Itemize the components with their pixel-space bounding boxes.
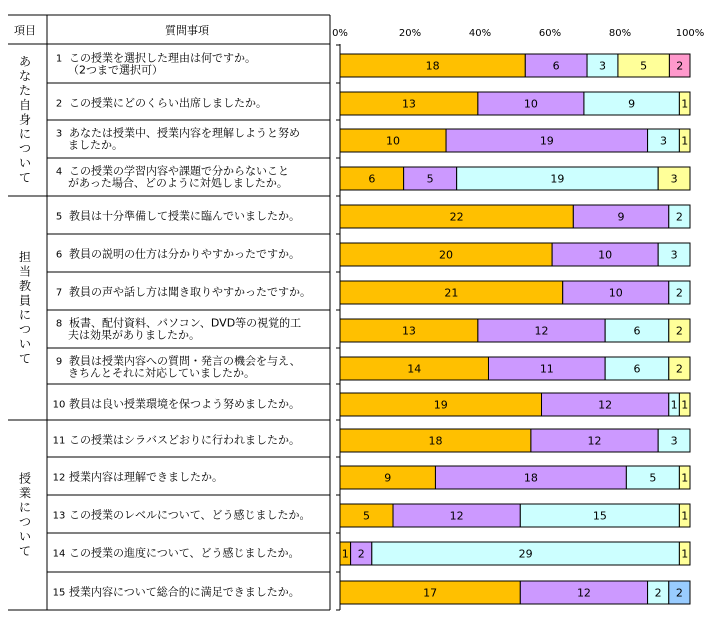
bar-row-11 xyxy=(340,429,690,452)
group-label-1: あなた自身について xyxy=(18,54,32,185)
question-text: きちんとそれに対応していましたか。 xyxy=(68,366,255,380)
group-labels xyxy=(19,55,31,558)
question-number: 2 xyxy=(55,98,63,110)
data-label: 14 xyxy=(407,362,422,376)
bar-row-7 xyxy=(340,281,690,304)
data-label: 1 xyxy=(681,97,689,111)
x-tick-label: 20% xyxy=(398,28,422,39)
question-text: この授業のレベルについて、どう感じましたか。 xyxy=(69,508,311,522)
question-text: この授業の進度について、どう感じましたか。 xyxy=(69,546,300,560)
data-label: 9 xyxy=(384,471,392,485)
question-text: （2つまで選択可） xyxy=(68,63,163,77)
data-label: 5 xyxy=(363,509,371,523)
data-label: 12 xyxy=(534,324,549,338)
question-text: この授業の学習内容や課題で分からないこと xyxy=(69,164,289,178)
question-number: 12 xyxy=(52,472,66,484)
data-label: 9 xyxy=(617,210,625,224)
data-label: 12 xyxy=(449,509,464,523)
question-text: があった場合、どのように対処しましたか。 xyxy=(68,176,288,190)
data-label: 11 xyxy=(539,362,554,376)
bar-row-14 xyxy=(340,542,690,565)
data-label: 21 xyxy=(444,286,459,300)
x-tick-label: 40% xyxy=(468,28,492,39)
bar-row-8 xyxy=(340,319,690,342)
question-text: 教員の説明の仕方は分かりやすかったですか。 xyxy=(69,247,300,261)
question-text: この授業にどのくらい出席しましたか。 xyxy=(69,96,267,110)
x-tick-label: 80% xyxy=(608,28,632,39)
question-text: この授業を選択した理由は何ですか。 xyxy=(69,51,256,65)
data-label: 1 xyxy=(681,471,689,485)
question-column-header: 質問事項 xyxy=(165,24,209,37)
question-text: 教員は十分準備して授業に臨んでいましたか。 xyxy=(69,209,300,223)
data-label: 13 xyxy=(401,324,416,338)
data-label: 2 xyxy=(675,210,683,224)
data-label: 1 xyxy=(681,547,689,561)
data-label: 10 xyxy=(386,134,401,148)
data-label: 3 xyxy=(599,59,606,73)
data-label: 18 xyxy=(428,434,443,448)
data-label: 3 xyxy=(670,172,678,186)
data-label: 1 xyxy=(681,134,689,148)
item-column-header: 項目 xyxy=(14,24,36,37)
data-label: 1 xyxy=(670,398,678,412)
data-label: 2 xyxy=(675,286,683,300)
question-list xyxy=(53,51,311,599)
bar-row-2 xyxy=(340,92,690,115)
data-label: 12 xyxy=(587,434,602,448)
data-label: 1 xyxy=(681,509,689,523)
data-label: 19 xyxy=(550,172,565,186)
data-label: 6 xyxy=(633,362,641,376)
x-tick-label: 0% xyxy=(332,28,348,39)
question-text: 授業内容は理解できましたか。 xyxy=(69,470,223,484)
data-label: 3 xyxy=(659,134,667,148)
data-label: 6 xyxy=(633,324,641,338)
data-label: 2 xyxy=(675,586,683,600)
data-label: 10 xyxy=(608,286,623,300)
group-label-3: 授業について xyxy=(18,471,32,558)
data-label: 10 xyxy=(598,248,613,262)
question-text: 教員は授業内容への質問・発言の機会を与え、 xyxy=(69,354,301,368)
question-text: 教員は良い授業環境を保つよう努めましたか。 xyxy=(69,397,300,411)
bar-row-4 xyxy=(340,167,690,190)
question-number: 8 xyxy=(55,318,63,330)
data-label: 19 xyxy=(539,134,554,148)
bar-row-5 xyxy=(340,205,690,228)
data-label: 2 xyxy=(676,59,684,73)
question-number: 13 xyxy=(52,510,66,522)
question-number: 5 xyxy=(55,211,63,223)
data-label: 20 xyxy=(439,248,454,262)
data-label: 3 xyxy=(670,248,678,262)
data-label: 19 xyxy=(433,398,448,412)
question-text: この授業はシラバスどおりに行われましたか。 xyxy=(69,433,300,447)
group-label-2: 担当教員について xyxy=(18,249,32,366)
data-label: 2 xyxy=(675,362,683,376)
bar-rows xyxy=(340,54,690,604)
bar-row-15 xyxy=(340,581,690,604)
data-label: 15 xyxy=(592,509,607,523)
data-label: 9 xyxy=(628,97,636,111)
data-label: 6 xyxy=(552,59,560,73)
bar-row-6 xyxy=(340,243,690,266)
question-number: 1 xyxy=(55,53,63,65)
question-text: あなたは授業中、授業内容を理解しようと努め xyxy=(69,126,300,140)
data-label: 5 xyxy=(649,471,657,485)
data-label: 1 xyxy=(341,547,349,561)
data-label: 13 xyxy=(401,97,416,111)
data-label: 2 xyxy=(654,586,662,600)
question-number: 11 xyxy=(52,435,66,447)
data-label: 29 xyxy=(518,547,533,561)
question-text: 板書、配付資料、パソコン、DVD等の視覚的工 xyxy=(69,316,302,330)
question-text: 教員の声や話し方は聞き取りやすかったですか。 xyxy=(69,285,311,299)
question-number: 9 xyxy=(55,356,63,368)
question-text: ましたか。 xyxy=(68,138,123,152)
bar-row-3 xyxy=(340,129,690,152)
x-tick-label: 100% xyxy=(675,28,705,39)
question-number: 4 xyxy=(55,166,63,178)
data-label: 1 xyxy=(681,398,689,412)
bar-row-1 xyxy=(340,54,690,77)
question-number: 15 xyxy=(52,587,66,599)
bar-row-10 xyxy=(340,393,690,416)
data-label: 6 xyxy=(368,172,376,186)
question-number: 3 xyxy=(55,128,63,140)
bar-row-13 xyxy=(340,504,690,527)
data-label: 3 xyxy=(670,434,678,448)
data-label: 10 xyxy=(523,97,538,111)
bar-row-12 xyxy=(340,466,690,489)
question-number: 6 xyxy=(55,249,63,261)
data-label: 22 xyxy=(449,210,464,224)
x-tick-label: 60% xyxy=(538,28,562,39)
question-number: 7 xyxy=(55,287,63,299)
data-label: 18 xyxy=(523,471,538,485)
data-label: 12 xyxy=(598,398,613,412)
data-label: 2 xyxy=(675,324,683,338)
question-text: 授業内容について総合的に満足できましたか。 xyxy=(69,585,300,599)
data-label: 2 xyxy=(357,547,365,561)
data-label: 17 xyxy=(423,586,438,600)
bar-row-9 xyxy=(340,357,690,380)
data-label: 12 xyxy=(576,586,591,600)
data-label: 5 xyxy=(426,172,434,186)
question-number: 10 xyxy=(52,399,66,411)
question-text: 夫は効果がありましたか。 xyxy=(68,328,200,342)
data-label: 18 xyxy=(425,59,440,73)
question-number: 14 xyxy=(52,548,66,560)
data-label: 5 xyxy=(640,59,648,73)
